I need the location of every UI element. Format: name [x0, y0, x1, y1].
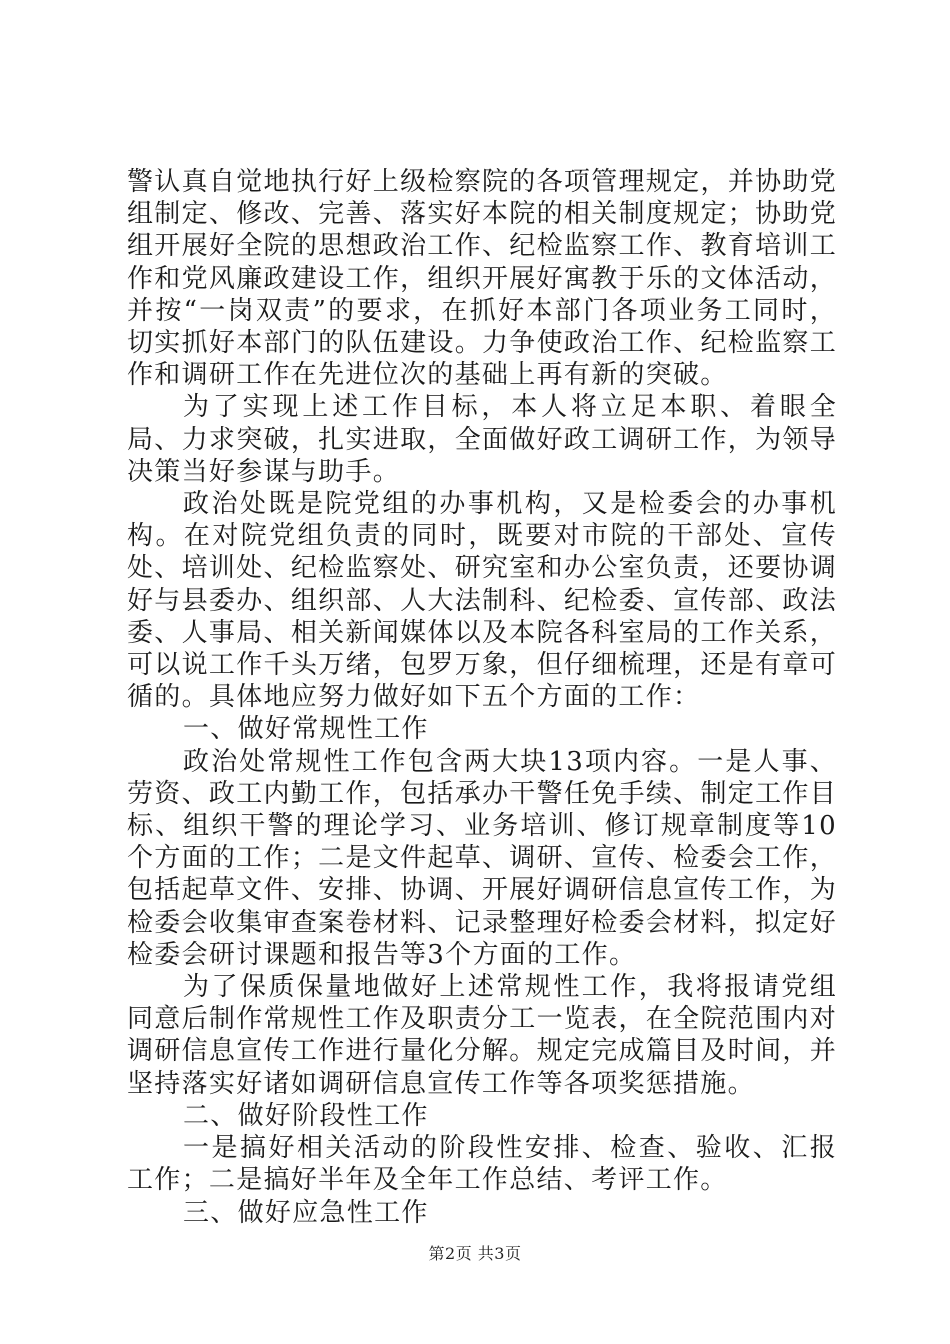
paragraph-3: 政治处既是院党组的办事机构，又是检委会的办事机构。在对院党组负责的同时，既要对市院的干部处、宣传处、培训处、纪检监察处、研究室和办公室负责，还要协调好与县委办、组织部、人大法制科、纪检委、宣传部、政法委、人事局、相关新闻媒体以及本院各科室局的工作关系，可以说工作千头万绪，包罗万象，但仔细梳理，还是有章可循的。具体地应努力做好如下五个方面的工作：	[127, 489, 837, 713]
section-heading-1: 一、做好常规性工作	[183, 714, 429, 745]
page-footer	[0, 1241, 950, 1264]
document-body	[127, 166, 837, 1229]
paragraph-4: 政治处常规性工作包含两大块13项内容。一是人事、劳资、政工内勤工作，包括承办干警任免手续、制定工作目标、组织干警的理论学习、业务培训、修订规章制度等10个方面的工作；二是文件起草、调研、宣传、检委会工作，包括起草文件、安排、协调、开展好调研信息宣传工作，为检委会收集审查案卷材料、记录整理好检委会材料，拟定好检委会研讨课题和报告等3个方面的工作。	[127, 746, 837, 970]
paragraph-2: 为了实现上述工作目标，本人将立足本职、着眼全局、力求突破，扎实进取，全面做好政工调研工作，为领导决策当好参谋与助手。	[127, 392, 837, 487]
paragraph-6: 一是搞好相关活动的阶段性安排、检查、验收、汇报工作；二是搞好半年及全年工作总结、考评工作。	[127, 1133, 837, 1196]
page-number-label: 第2页 共3页	[428, 1244, 522, 1263]
section-heading-3: 三、做好应急性工作	[183, 1197, 429, 1228]
paragraph-5: 为了保质保量地做好上述常规性工作，我将报请党组同意后制作常规性工作及职责分工一览表，在全院范围内对调研信息宣传工作进行量化分解。规定完成篇目及时间，并坚持落实好诸如调研信息宣传工作等各项奖惩措施。	[127, 972, 837, 1099]
section-heading-2: 二、做好阶段性工作	[183, 1100, 429, 1131]
paragraph-1: 警认真自觉地执行好上级检察院的各项管理规定，并协助党组制定、修改、完善、落实好本院的相关制度规定；协助党组开展好全院的思想政治工作、纪检监察工作、教育培训工作和党风廉政建设工作，组织开展好寓教于乐的文体活动，并按“一岗双责”的要求，在抓好本部门各项业务工同时，切实抓好本部门的队伍建设。力争使政治工作、纪检监察工作和调研工作在先进位次的基础上再有新的突破。	[127, 167, 837, 391]
